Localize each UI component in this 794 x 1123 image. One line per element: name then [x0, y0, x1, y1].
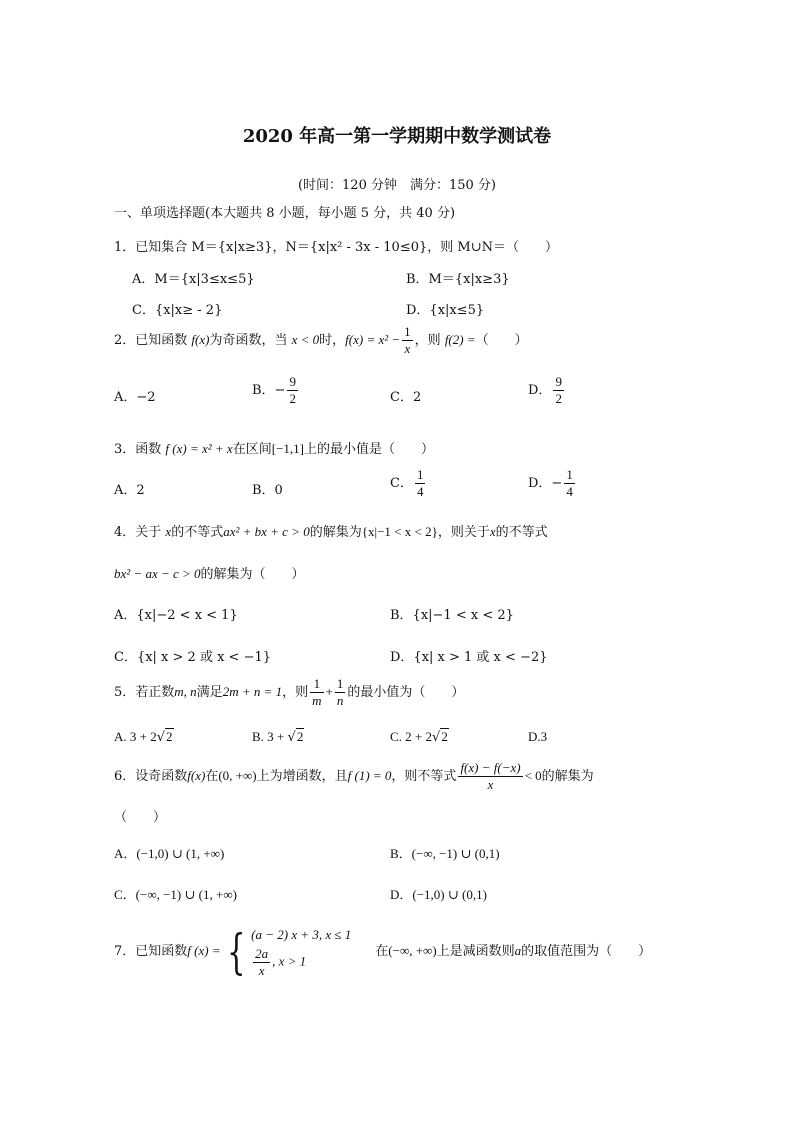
q3-mid: 在区间	[232, 442, 272, 457]
q4-end: 的不等式	[495, 525, 548, 540]
q1-option-c: C．{x|x≥ - 2}	[132, 303, 223, 318]
q5-plus: +	[325, 684, 333, 699]
q6-mid3: ，则不等式	[391, 769, 457, 784]
q3-expr: f (x) = x² + x	[165, 441, 233, 456]
q7-mid2: 上是减函数则	[436, 944, 515, 959]
q2-option-a: A．−2	[114, 390, 156, 405]
q6-paren: （ ）	[114, 810, 167, 825]
q1-option-b: B．M＝{x|x≥3}	[406, 272, 510, 287]
q5-fraction-2	[335, 676, 346, 709]
q6-option-a: A．(−1,0) ∪ (1, +∞)	[114, 846, 225, 861]
q6-stem	[114, 760, 594, 793]
exam-title: 2020 年高一第一学期期中数学测试卷	[242, 126, 552, 147]
q5-pre: 5．若正数	[114, 685, 175, 700]
q7-case2	[251, 946, 351, 979]
q2-frac-num: 1	[404, 324, 411, 339]
q2-stem	[114, 324, 528, 357]
q4-stem	[114, 521, 548, 540]
q3-option-a: A．2	[114, 483, 145, 498]
q2-mid: 为奇函数，当	[209, 333, 292, 348]
q5-option-a: A. 3 + 2√2	[114, 729, 173, 745]
q5-a-pre: A. 3 + 2	[114, 729, 157, 744]
q7-end: 的取值范围为（ ）	[521, 944, 652, 959]
q7-case1: (a − 2) x + 3, x ≤ 1	[251, 927, 352, 942]
q7-fx: f (x) =	[187, 943, 221, 958]
q7-mid: 在	[375, 944, 389, 959]
q3-option-b: B．0	[252, 483, 283, 498]
q2-end: （ ）	[475, 333, 528, 348]
q7-interval: (−∞, +∞)	[388, 943, 437, 958]
q4-x2: x	[489, 524, 496, 539]
q7-brace: {	[226, 923, 246, 980]
q2-f2: f(2) =	[444, 332, 476, 347]
q7-case2-cond: , x > 1	[272, 953, 307, 969]
q7-a: a	[514, 943, 522, 958]
q4-option-c: C．{x| x > 2 或 x < −1}	[114, 650, 272, 665]
q3-end: 上的最小值是（ ）	[303, 442, 434, 457]
q5-cond: 2m + n = 1	[222, 684, 283, 699]
q3-option-c	[390, 467, 427, 500]
q5-f2-den: n	[336, 693, 344, 708]
section-heading: 一、单项选择题(本大题共 8 小题，每小题 5 分，共 40 分)	[114, 206, 456, 221]
q5-c-pre: C. 2 + 2	[390, 729, 433, 744]
q5-a-rad: 2	[166, 729, 173, 744]
q2-option-b	[252, 374, 300, 407]
q7-piecewise	[251, 924, 351, 979]
q7-case2-num: 2a	[255, 946, 269, 961]
q3-d-den: 4	[566, 484, 573, 499]
q5-vars: m, n	[174, 684, 197, 699]
q6-frac-num: f(x) − f(−x)	[460, 760, 521, 775]
q4-set: {x|−1 < x < 2}	[361, 524, 438, 539]
q2-cond: x < 0	[291, 332, 320, 347]
q5-c-rad: 2	[441, 729, 448, 744]
q2-d-num: 9	[555, 374, 562, 389]
q3-pre: 3．函数	[114, 442, 166, 457]
exam-subtitle: (时间：120 分钟 满分：150 分)	[297, 178, 497, 193]
q4-mid: 的不等式	[171, 525, 224, 540]
q5-f1-den: m	[312, 693, 322, 708]
q4-option-a: A．{x|−2 < x < 1}	[114, 608, 238, 623]
q5-f1-num: 1	[310, 676, 323, 693]
q3-d-fraction	[564, 467, 575, 500]
q6-option-b: B．(−∞, −1) ∪ (0,1)	[390, 846, 500, 861]
q6-interval: (0, +∞)	[218, 768, 257, 783]
q5-option-d: D.3	[528, 729, 548, 744]
q2-d-den: 2	[555, 391, 562, 406]
q6-fraction	[458, 760, 522, 793]
q2-frac-den: x	[404, 341, 411, 356]
q5-option-c: C. 2 + 2√2	[390, 729, 448, 745]
q6-fx: f(x)	[187, 768, 206, 783]
q2-fx: f(x)	[191, 332, 210, 347]
q7-case2-fraction	[253, 946, 270, 979]
q1-option-a: A．M＝{x|3≤x≤5}	[132, 272, 255, 287]
q2-b-num: 9	[289, 374, 296, 389]
q3-c-fraction	[415, 467, 426, 500]
q2-d-fraction	[553, 374, 564, 407]
q4-option-b: B．{x|−1 < x < 2}	[390, 608, 514, 623]
q3-c-den: 4	[416, 484, 424, 499]
q7-case2-den: x	[258, 963, 265, 978]
q3-d-num: 1	[566, 467, 573, 482]
q4-line2-end: 的解集为（ ）	[200, 567, 305, 582]
q6-mid: 在	[205, 769, 219, 784]
q6-mid2: 上为增函数，且	[256, 769, 348, 784]
q4-pre: 4．关于	[114, 525, 166, 540]
q6-frac-den: x	[487, 777, 494, 792]
q2-b-den: 2	[289, 391, 296, 406]
q6-pre: 6．设奇函数	[114, 769, 188, 784]
q5-stem	[114, 676, 464, 709]
q2-fraction	[402, 324, 413, 357]
q6-cond: f (1) = 0	[347, 768, 392, 783]
q3-d-pre: D．−	[528, 476, 563, 491]
q5-fraction-1	[310, 676, 323, 709]
q7-stem	[114, 924, 651, 979]
q2-b-fraction	[287, 374, 298, 407]
q4-line2-expr: bx² − ax − c > 0	[114, 566, 201, 581]
q2-option-d	[528, 374, 566, 407]
q5-end: 的最小值为（ ）	[347, 685, 465, 700]
q6-end: 的解集为	[541, 769, 594, 784]
q7-pre: 7．已知函数	[114, 944, 188, 959]
q5-option-b: B. 3 + √2	[252, 729, 304, 745]
q2-pre: 2．已知函数	[114, 333, 192, 348]
q4-option-d: D．{x| x > 1 或 x < −2}	[390, 650, 548, 665]
q6-ineq: < 0	[524, 768, 542, 783]
q2-option-c: C．2	[390, 390, 422, 405]
q2-d-pre: D．	[528, 383, 552, 398]
q3-stem	[114, 438, 434, 457]
q4-stem-line2	[114, 563, 305, 582]
q4-mid3: ，则关于	[437, 525, 490, 540]
q5-mid2: ，则	[282, 685, 309, 700]
q2-mid2: 时，	[319, 333, 346, 348]
q4-mid2: 的解集为	[309, 525, 362, 540]
q4-x: x	[165, 524, 172, 539]
q6-option-d: D．(−1,0) ∪ (0,1)	[390, 887, 487, 902]
q3-option-d	[528, 467, 577, 500]
q5-mid: 满足	[196, 685, 223, 700]
q3-c-num: 1	[416, 467, 424, 482]
q5-f2-num: 1	[336, 676, 344, 691]
q2-expr: f(x) = x² −	[345, 332, 401, 347]
q1-stem: 1．已知集合 M＝{x|x≥3}，N＝{x|x² - 3x - 10≤0}，则 M∪N＝（ ）	[114, 240, 558, 255]
q5-b-rad: 2	[296, 729, 304, 744]
q3-interval: [−1,1]	[271, 441, 304, 456]
q4-expr: ax² + bx + c > 0	[223, 524, 310, 539]
q5-b-pre: B. 3 +	[252, 729, 288, 744]
q3-c-pre: C．	[390, 476, 413, 491]
q1-option-d: D．{x|x≤5}	[406, 303, 485, 318]
q6-option-c: C．(−∞, −1) ∪ (1, +∞)	[114, 887, 237, 902]
q2-b-pre: B．−	[252, 383, 286, 398]
q2-mid3: ，则	[414, 333, 445, 348]
